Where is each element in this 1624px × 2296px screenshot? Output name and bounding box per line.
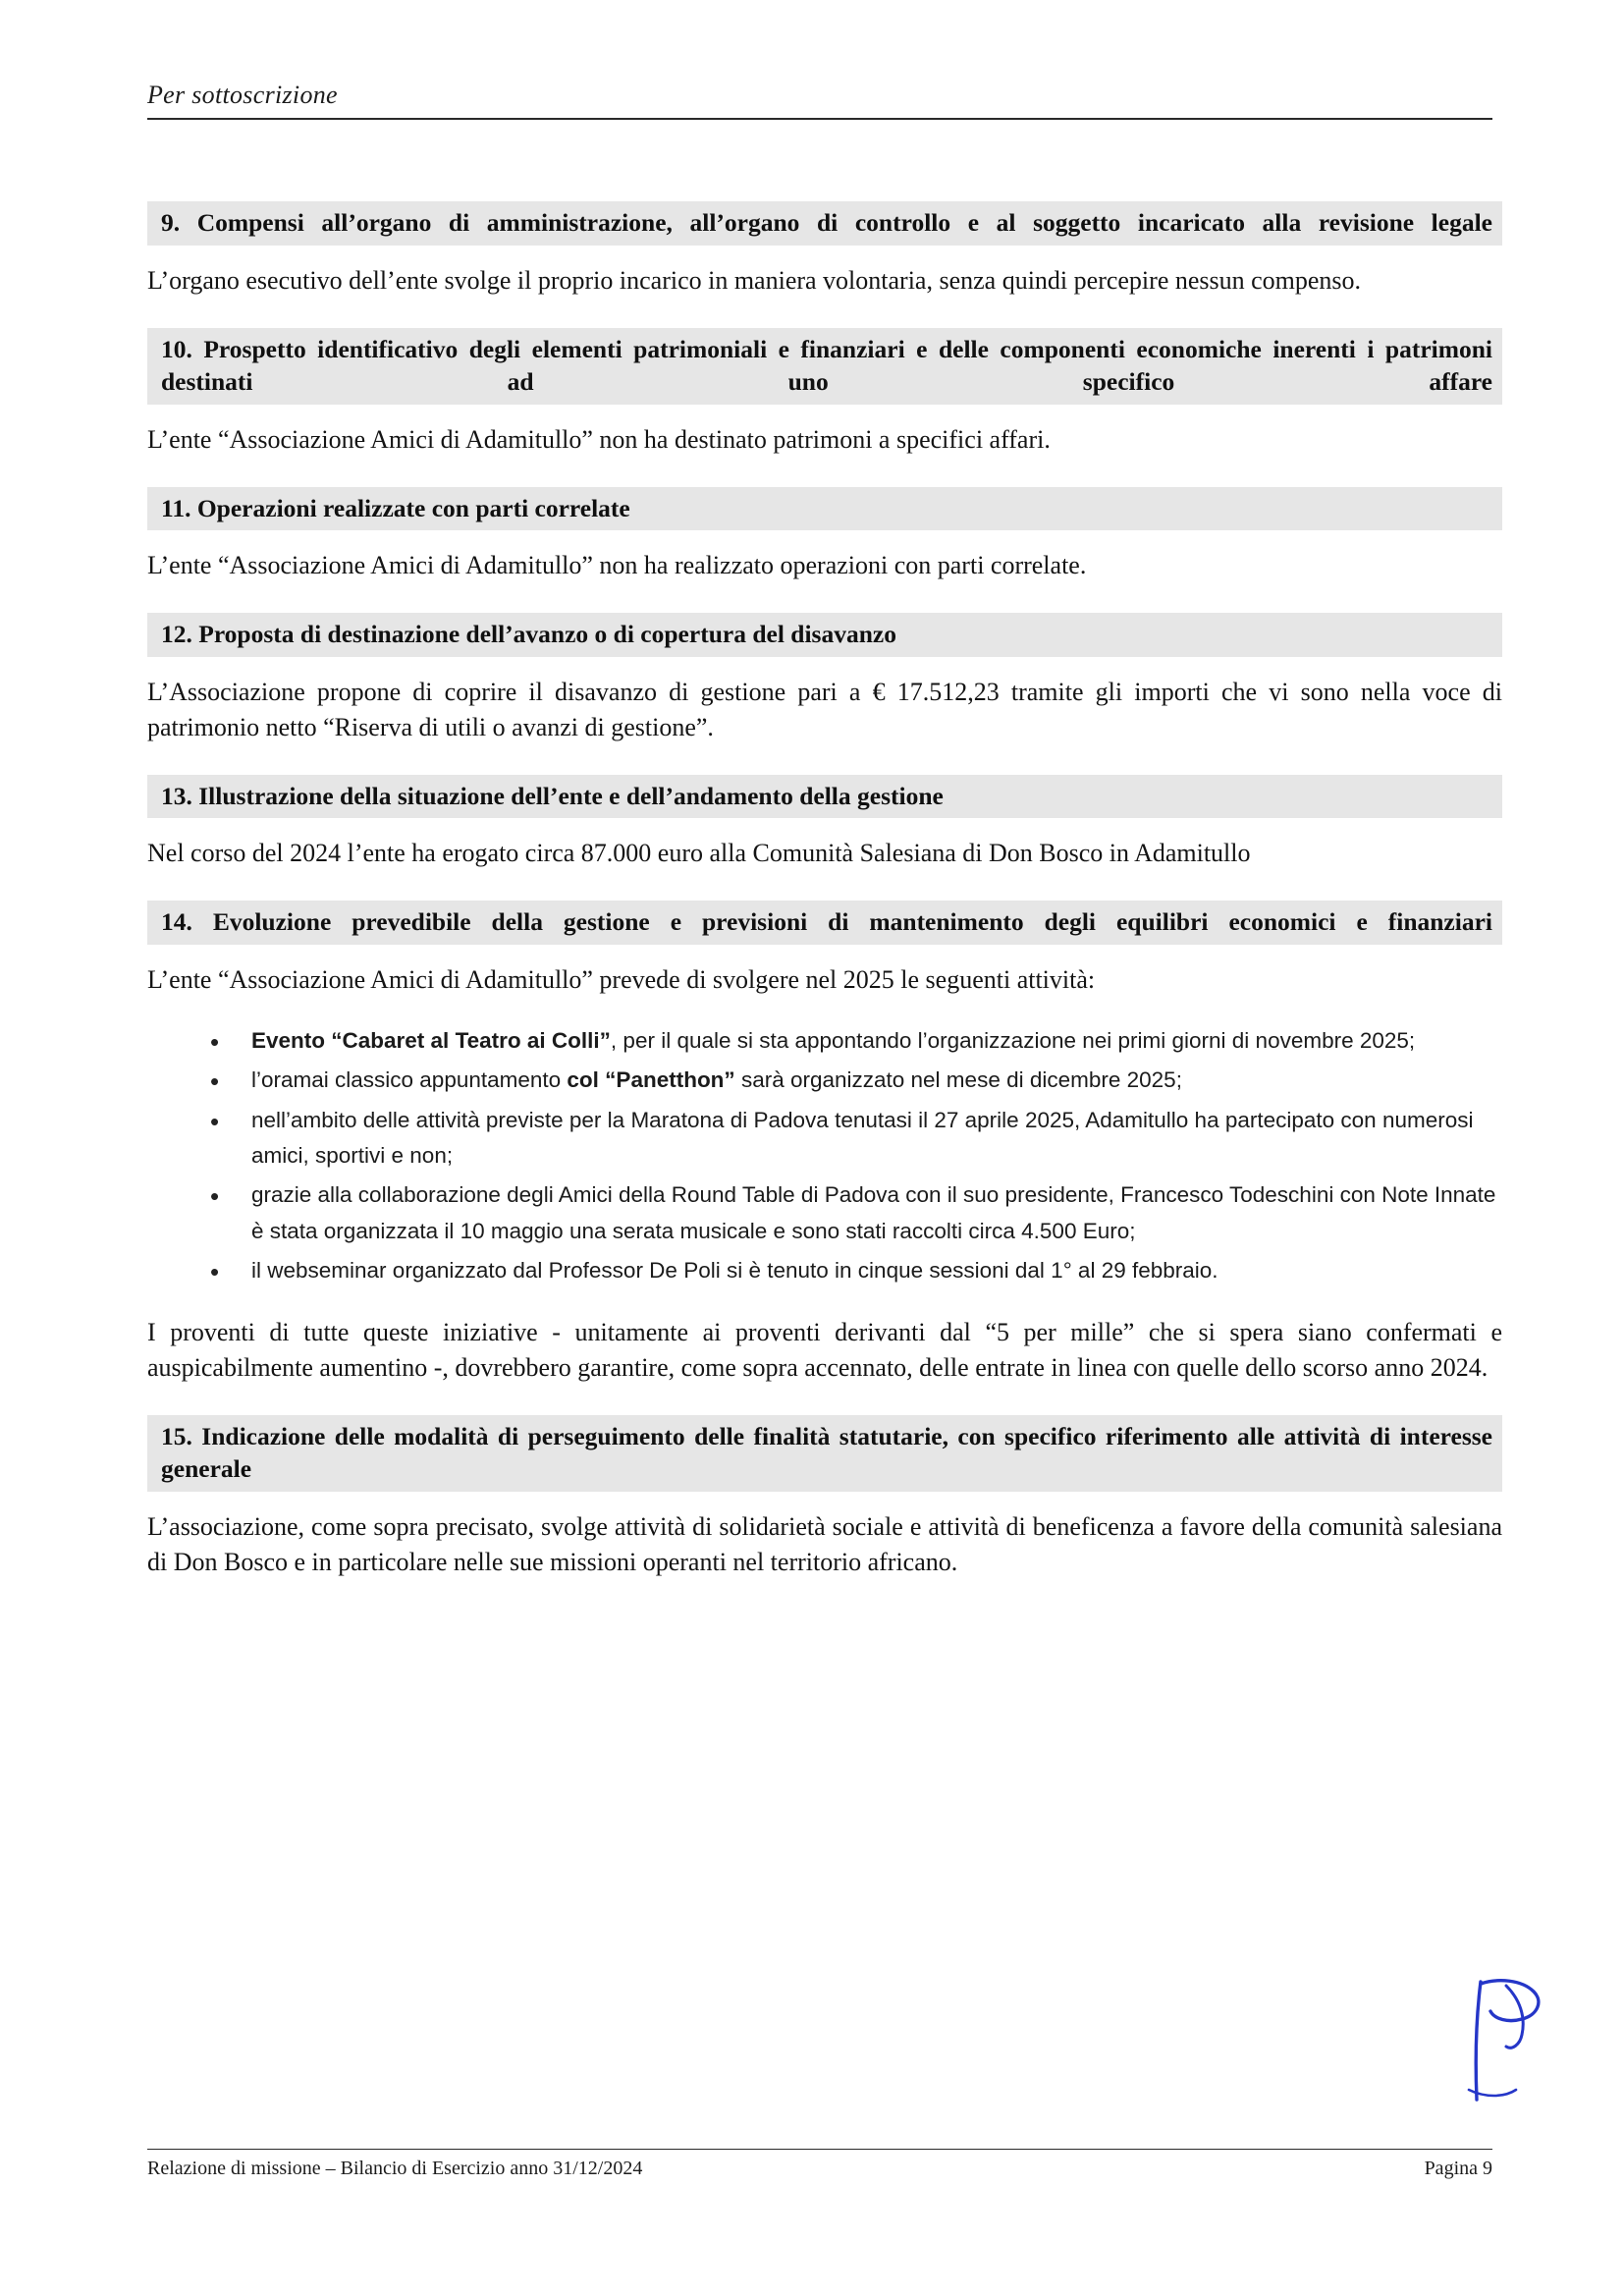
footer-left-text: Relazione di missione – Bilancio di Esercizio anno 31/12/2024: [147, 2158, 643, 2179]
section-11-heading: 11. Operazioni realizzate con parti correlate: [147, 487, 1502, 531]
section-12-paragraph: L’Associazione propone di coprire il disavanzo di gestione pari a € 17.512,23 tramite gli importi che vi sono nella voce di patrimonio netto “Riserva di utili o avanzi di gestione”.: [147, 677, 1502, 741]
section-14-intro: L’ente “Associazione Amici di Adamitullo” prevede di svolgere nel 2025 le seguenti attività:: [147, 964, 1096, 994]
list-item-text: , per il quale si sta appontando l’organizzazione nei primi giorni di novembre 2025;: [610, 1027, 1416, 1053]
list-item-strong: col “Panetthon”: [567, 1067, 735, 1093]
document-body: [147, 201, 1502, 1610]
section-15-heading: 15. Indicazione delle modalità di perseguimento delle finalità statutarie, con specifico riferimento alle attività di interesse generale: [147, 1415, 1502, 1492]
list-item-text: nell’ambito delle attività previste per la Maratona di Padova tenutasi il 27 aprile 2025, Adamitullo ha partecipato con numerosi amici, sportivi e non;: [251, 1107, 1474, 1169]
section-13-paragraph: Nel corso del 2024 l’ente ha erogato circa 87.000 euro alla Comunità Salesiana di Don Bosco in Adamitullo: [147, 839, 1251, 868]
section-15-paragraph: L’associazione, come sopra precisato, svolge attività di solidarietà sociale e attività di beneficenza a favore della comunità salesiana di Don Bosco e in particolare nelle sue missioni operanti nel territorio africano.: [147, 1511, 1502, 1576]
list-item-text: sarà organizzato nel mese di dicembre 2025;: [734, 1067, 1182, 1093]
section-11-paragraph: L’ente “Associazione Amici di Adamitullo” non ha realizzato operazioni con parti correlate.: [147, 551, 1087, 580]
header-label: Per sottoscrizione: [147, 81, 338, 109]
list-item-pretext: l’oramai classico appuntamento: [251, 1067, 568, 1093]
list-item-text: il webseminar organizzato dal Professor De Poli si è tenuto in cinque sessioni dal 1° al 29 febbraio.: [251, 1258, 1218, 1284]
list-item: [204, 1103, 1502, 1175]
list-item-text: grazie alla collaborazione degli Amici della Round Table di Padova con il suo presidente, Francesco Todeschini con Note Innate è stata organizzata il 10 maggio una serata musicale e sono stati raccolti circa 4.500 Euro;: [251, 1182, 1496, 1243]
list-item: [204, 1253, 1502, 1288]
section-14-closing-paragraph: I proventi di tutte queste iniziative - unitamente ai proventi derivanti dal “5 per mille” che si spera siano confermati e auspicabilmente aumentino -, dovrebbero garantire, come sopra accennato, delle entrate in linea con quelle dello scorso anno 2024.: [147, 1317, 1502, 1382]
header-divider: [147, 118, 1492, 120]
handwritten-signature-icon: [1451, 1974, 1569, 2111]
list-item: [204, 1177, 1502, 1249]
list-item-strong: Evento “Cabaret al Teatro ai Colli”: [251, 1027, 611, 1053]
footer-page-number: Pagina 9: [1424, 2158, 1492, 2179]
section-9-heading: 9. Compensi all’organo di amministrazione, all’organo di controllo e al soggetto incaricato alla revisione legale: [147, 201, 1502, 246]
page-footer: [147, 2149, 1492, 2180]
footer-divider: [147, 2149, 1492, 2150]
section-13-heading: 13. Illustrazione della situazione dell’ente e dell’andamento della gestione: [147, 775, 1502, 819]
list-item: [204, 1023, 1502, 1059]
section-10-paragraph: L’ente “Associazione Amici di Adamitullo” non ha destinato patrimoni a specifici affari.: [147, 424, 1051, 454]
section-9-paragraph: L’organo esecutivo dell’ente svolge il proprio incarico in maniera volontaria, senza quindi percepire nessun compenso.: [147, 265, 1362, 295]
section-12-heading: 12. Proposta di destinazione dell’avanzo o di copertura del disavanzo: [147, 613, 1502, 657]
page-header: [147, 81, 1483, 120]
list-item: [204, 1063, 1502, 1098]
section-14-heading: 14. Evoluzione prevedibile della gestione e previsioni di mantenimento degli equilibri economici e finanziari: [147, 901, 1502, 945]
section-14-bullet-list: [147, 1023, 1502, 1289]
section-10-heading: 10. Prospetto identificativo degli elementi patrimoniali e finanziari e delle componenti economiche inerenti i patrimoni destinati ad uno specifico affare: [147, 328, 1502, 405]
